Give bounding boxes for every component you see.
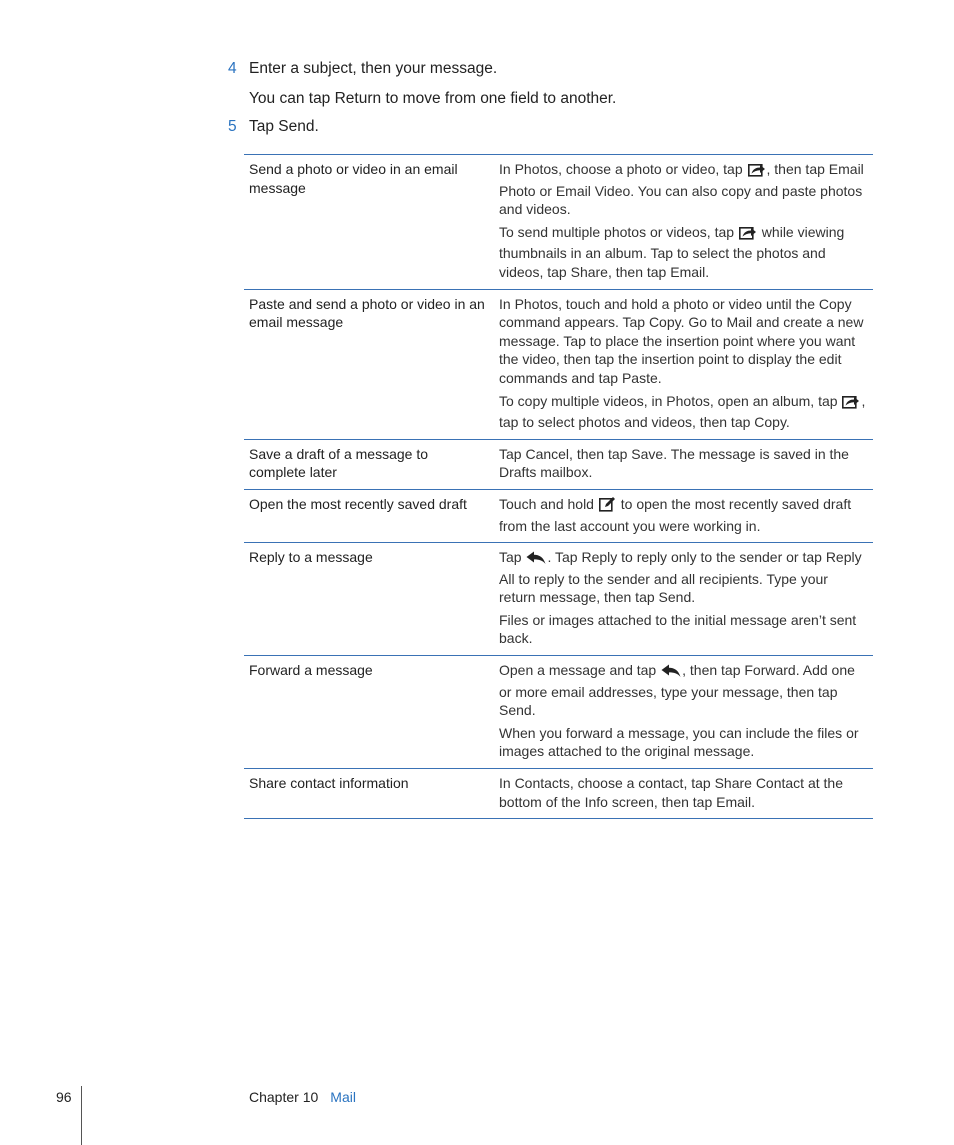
description-text: Tap xyxy=(499,549,526,566)
table-row xyxy=(244,656,873,769)
task-cell: Share contact information xyxy=(249,775,409,792)
description-text: Tap Cancel, then tap Save. The message is saved in the Drafts mailbox. xyxy=(499,445,849,481)
step-text: Enter a subject, then your message. xyxy=(249,60,498,77)
step-text: Tap Send. xyxy=(249,118,319,135)
task-cell: Reply to a message xyxy=(249,549,373,566)
description-paragraph xyxy=(499,611,867,648)
description-text: Open a message and tap xyxy=(499,662,661,679)
description-cell xyxy=(494,445,873,482)
description-paragraph xyxy=(499,295,867,388)
table-row xyxy=(244,440,873,490)
description-text: Touch and hold xyxy=(499,495,598,512)
task-cell: Save a draft of a message to complete later xyxy=(249,445,428,481)
share-icon xyxy=(739,225,757,245)
description-paragraph xyxy=(499,392,867,432)
description-paragraph xyxy=(499,160,867,219)
description-text: while viewing thumbnails in an album. Tap to select the photos and videos, tap Share, then tap Email. xyxy=(499,223,845,280)
share-icon xyxy=(842,394,860,414)
description-cell xyxy=(494,295,873,432)
description-text: In Contacts, choose a contact, tap Share Contact at the bottom of the Info screen, then tap Email. xyxy=(499,775,843,810)
description-paragraph xyxy=(499,774,867,811)
table-row xyxy=(244,490,873,543)
description-text: , tap to select photos and videos, then tap Copy. xyxy=(499,392,866,431)
description-text: Files or images attached to the initial message aren’t sent back. xyxy=(499,611,857,647)
reply-icon xyxy=(526,551,546,570)
compose-icon xyxy=(599,496,616,517)
description-cell xyxy=(494,774,873,811)
description-text: To send multiple photos or videos, tap xyxy=(499,223,738,240)
step-number: 4 xyxy=(228,60,237,77)
table-row xyxy=(244,155,873,290)
description-text: To copy multiple videos, in Photos, open an album, tap xyxy=(499,392,842,409)
description-text: . Tap Reply to reply only to the sender or tap Reply All to reply to the sender and all recipients. Type your return message, then tap Send. xyxy=(499,549,862,606)
description-cell xyxy=(494,548,873,648)
share-icon xyxy=(748,162,766,182)
task-cell: Open the most recently saved draft xyxy=(249,495,467,512)
page-number: 96 xyxy=(56,1089,72,1105)
description-cell xyxy=(494,160,873,282)
description-paragraph xyxy=(499,495,867,535)
step-5 xyxy=(228,116,878,138)
description-text: In Photos, touch and hold a photo or video until the Copy command appears. Tap Copy. Go to Mail and create a new message. Tap to place the insertion point where you want the video, then tap the insertion point to display the edit commands and tap Paste. xyxy=(499,295,864,386)
description-text: When you forward a message, you can include the files or images attached to the original message. xyxy=(499,724,859,760)
task-cell: Paste and send a photo or video in an email message xyxy=(249,295,485,331)
step-note: You can tap Return to move from one field to another. xyxy=(249,90,617,107)
chapter-footer xyxy=(249,1089,356,1105)
table-row xyxy=(244,290,873,440)
step-4 xyxy=(228,58,878,80)
task-table xyxy=(244,154,873,819)
description-cell xyxy=(494,495,873,535)
task-cell: Send a photo or video in an email message xyxy=(249,161,458,196)
footer-divider xyxy=(81,1086,82,1145)
reply-icon xyxy=(661,664,681,683)
description-cell xyxy=(494,661,873,761)
description-paragraph xyxy=(499,223,867,282)
task-cell: Forward a message xyxy=(249,662,373,679)
description-paragraph xyxy=(499,661,867,720)
description-text: to open the most recently saved draft from the last account you were working in. xyxy=(499,495,852,534)
table-row xyxy=(244,543,873,656)
table-row xyxy=(244,769,873,819)
description-text: , then tap Email Photo or Email Video. You can also copy and paste photos and videos. xyxy=(499,161,864,218)
description-paragraph xyxy=(499,548,867,607)
description-text: In Photos, choose a photo or video, tap xyxy=(499,161,747,177)
description-text: , then tap Forward. Add one or more email addresses, type your message, then tap Send. xyxy=(499,662,855,719)
chapter-label: Chapter 10 xyxy=(249,1089,319,1105)
step-number: 5 xyxy=(228,118,237,135)
description-paragraph xyxy=(499,445,867,482)
description-paragraph xyxy=(499,724,867,761)
steps-list xyxy=(228,58,878,138)
chapter-section-link[interactable]: Mail xyxy=(330,1089,356,1105)
